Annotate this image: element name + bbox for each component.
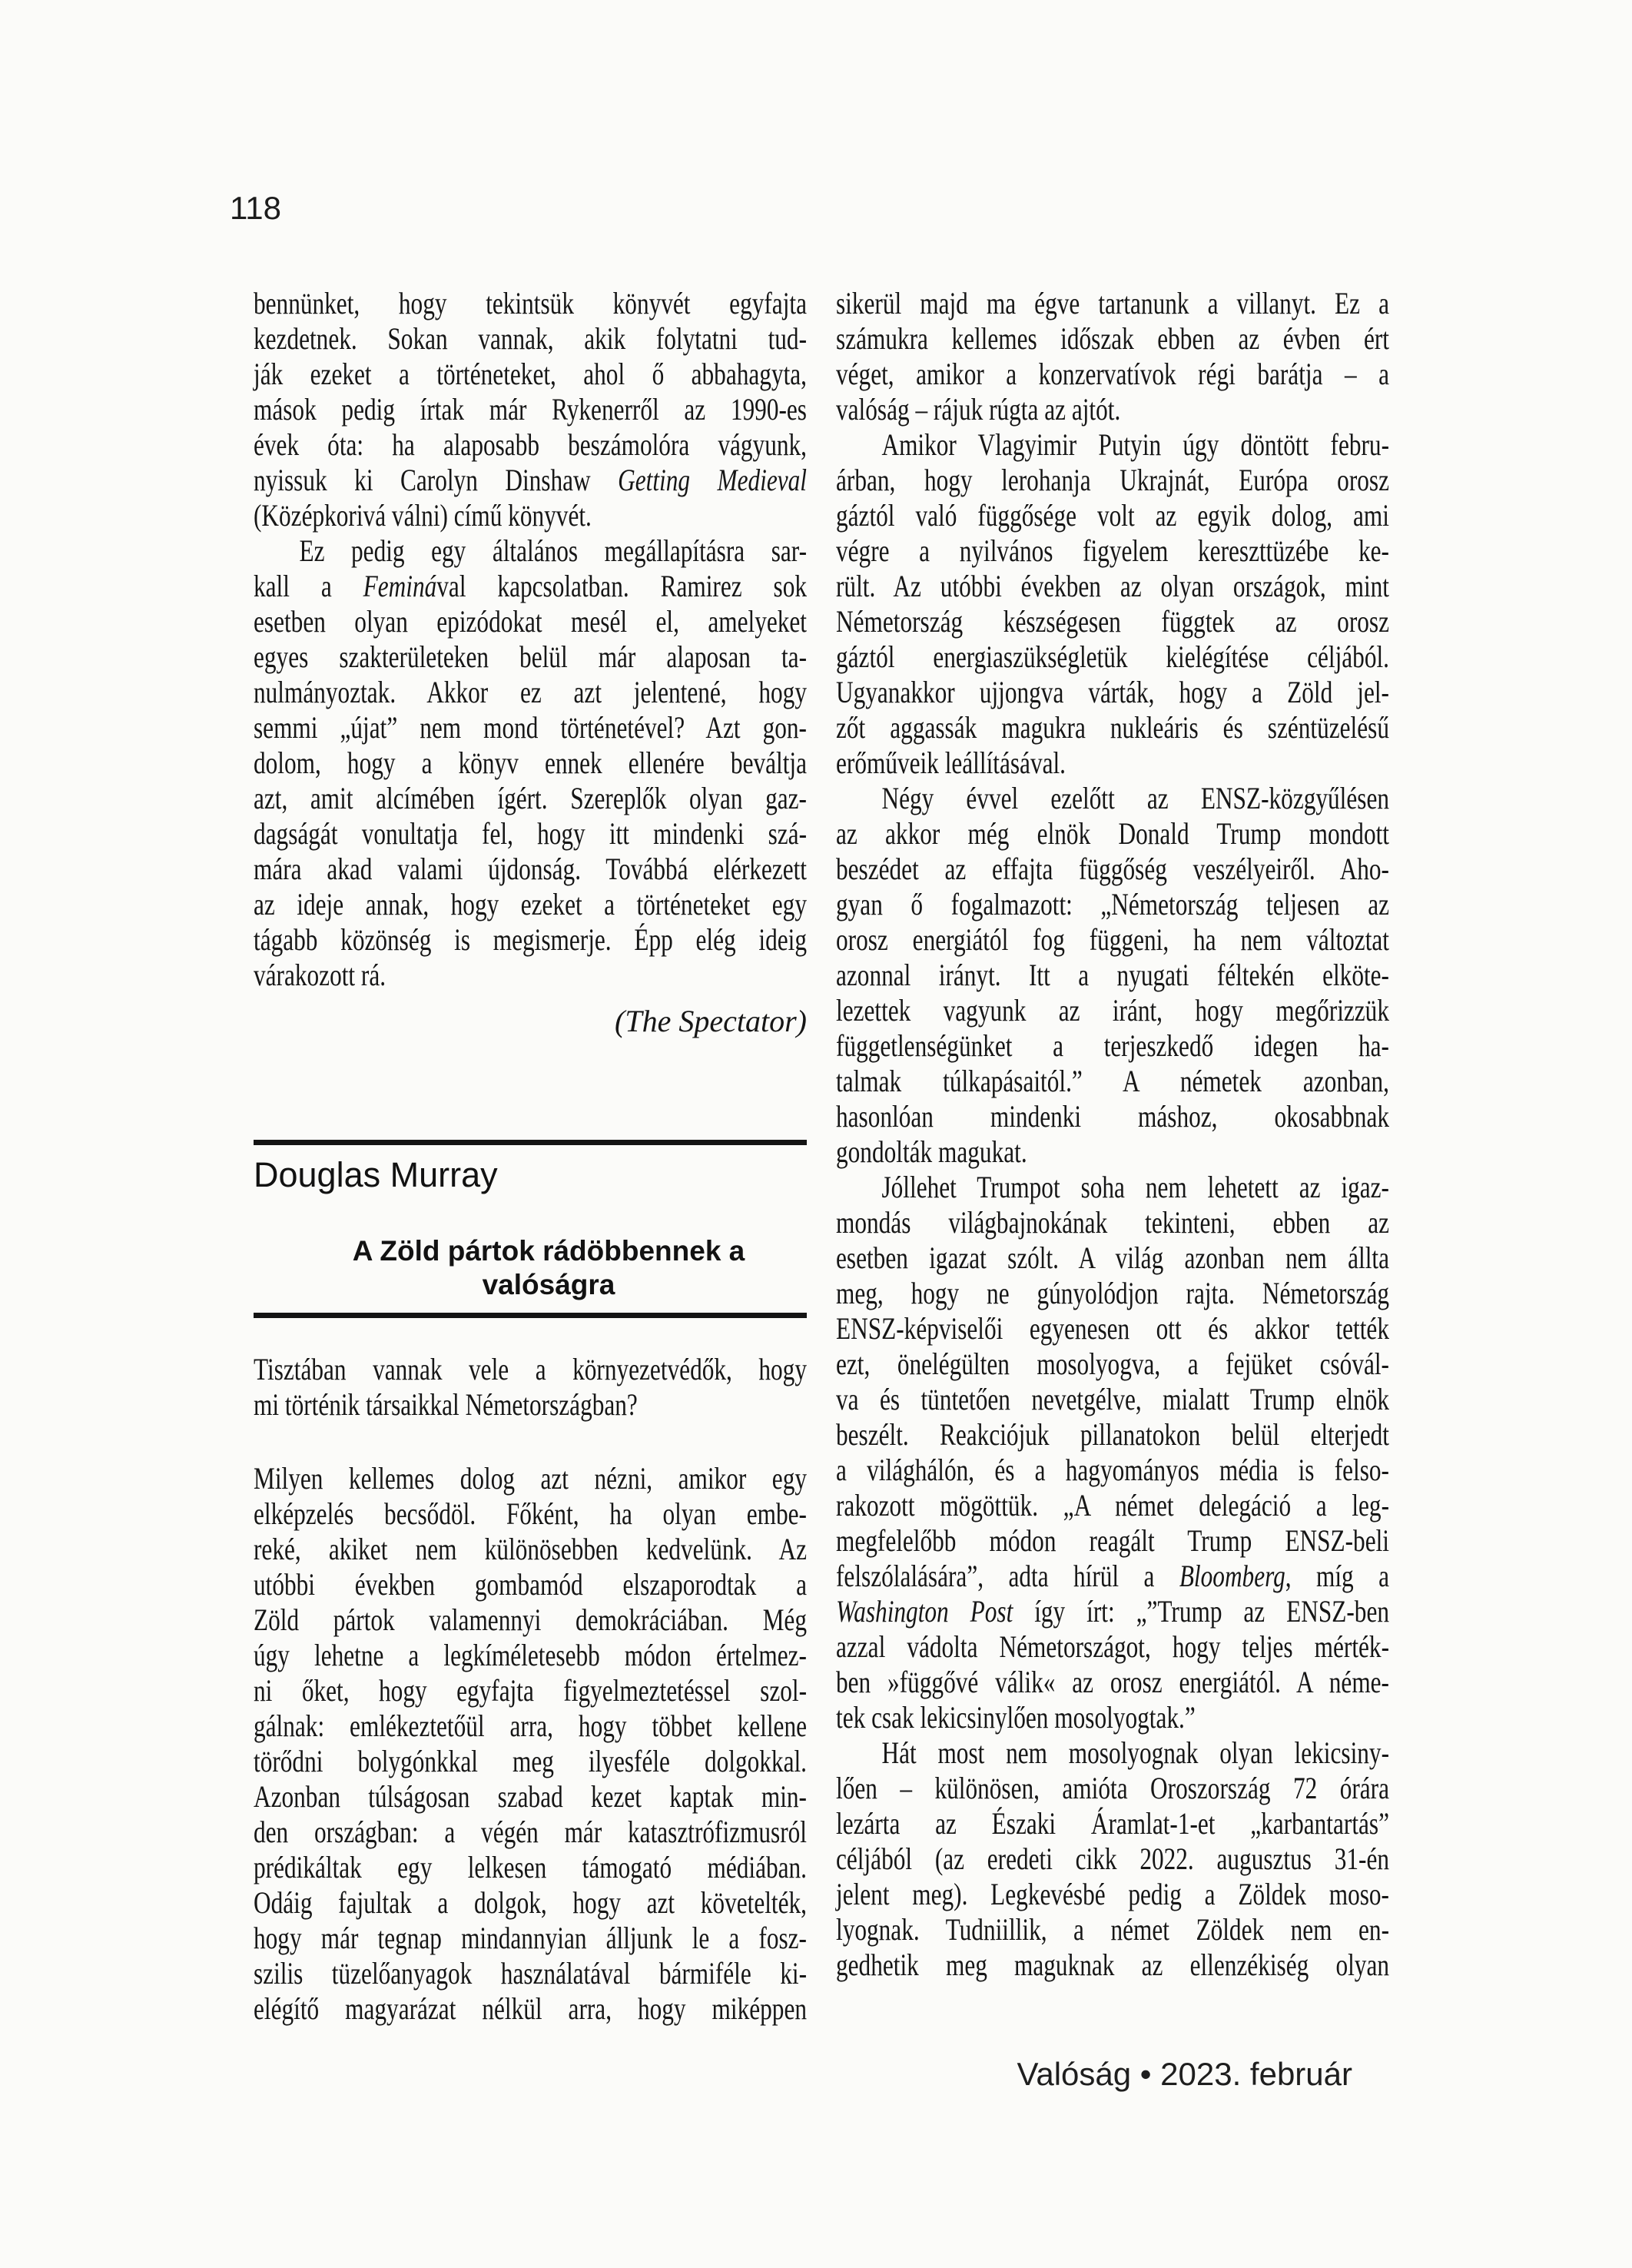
text-line: ják ezeket a történeteket, ahol ő abbahagyta,	[254, 357, 807, 391]
paragraph	[836, 1170, 1389, 1735]
text-line: orosz energiától fog függeni, ha nem változtat	[836, 922, 1389, 957]
text-line: erőműveik leállításával.	[836, 745, 1066, 780]
paragraph	[836, 286, 1389, 427]
text-line: tágabb közönség is megismerje. Épp elég ideig	[254, 922, 807, 957]
horizontal-rule	[254, 1140, 807, 1145]
text-line: nulmányoztak. Akkor ez azt jelentené, hogy	[254, 675, 807, 709]
text-line: esetben olyan epizódokat mesél el, amelyeket	[254, 604, 807, 639]
text-line: prédikáltak egy lelkesen támogató médiában.	[254, 1850, 807, 1885]
text-line: évek óta: ha alaposabb beszámolóra vágyunk,	[254, 427, 807, 462]
text-line: mondás világbajnokának tekinteni, ebben az	[836, 1205, 1389, 1240]
text-line: Jóllehet Trumpot soha nem lehetett az igaz-	[881, 1170, 1389, 1204]
text-line: céljából (az eredeti cikk 2022. augusztus 31-én	[836, 1841, 1389, 1876]
text-line: hogy már tegnap mindannyian álljunk le a fosz-	[254, 1921, 807, 1956]
paragraph	[254, 1352, 807, 1423]
text-line: rakozott mögöttük. „A német delegáció a leg-	[836, 1488, 1389, 1523]
text-line: tek csak lekicsinylően mosolyogtak.”	[836, 1700, 1196, 1735]
text-line: ENSZ-képviselői egyenesen ott és akkor tették	[836, 1311, 1389, 1346]
text-line: Amikor Vlagyimir Putyin úgy döntött febru-	[881, 427, 1389, 462]
text-line: reké, akiket nem különösebben kedvelünk. Az	[254, 1532, 807, 1567]
text-line: lezettek vagyunk az iránt, hogy megőrizzük	[836, 993, 1389, 1028]
text-line: Tisztában vannak vele a környezetvédők, hogy	[254, 1352, 807, 1387]
text-line: jelent meg). Legkevésbé pedig a Zöldek moso-	[836, 1877, 1389, 1911]
paragraph	[254, 286, 807, 533]
text-line: Washington Post így írt: „”Trump az ENSZ-ben	[836, 1594, 1389, 1629]
text-line: az akkor még elnök Donald Trump mondott	[836, 816, 1389, 851]
text-line: rült. Az utóbbi években az olyan országok, mint	[836, 569, 1389, 603]
text-line: azonnal irányt. Itt a nyugati féltekén elköte-	[836, 958, 1389, 992]
text-line: gáztól való függősége volt az egyik dolog, ami	[836, 498, 1389, 533]
text-line: Ez pedig egy általános megállapításra sar-	[299, 533, 807, 568]
text-columns	[254, 286, 1390, 2027]
text-line: azzal vádolta Németországot, hogy teljes mérték-	[836, 1629, 1389, 1664]
text-line: nyissuk ki Carolyn Dinshaw Getting Medieval	[254, 463, 808, 497]
text-line: ni őket, hogy egyfajta figyelmeztetéssel szol-	[254, 1673, 807, 1708]
page-number: 118	[230, 190, 281, 226]
text-line: Milyen kellemes dolog azt nézni, amikor egy	[254, 1461, 807, 1496]
article-author: Douglas Murray	[254, 1155, 498, 1194]
text-line: va és tüntetően nevetgélve, mialatt Trump elnök	[836, 1382, 1389, 1416]
text-line: véget, amikor a konzervatívok régi barátja – a	[836, 357, 1389, 391]
text-line: mi történik társaikkal Németországban?	[254, 1387, 638, 1423]
text-line: elégítő magyarázat nélkül arra, hogy miképpen	[254, 1991, 807, 2027]
text-line: lően – különösen, amióta Oroszország 72 órára	[836, 1771, 1389, 1805]
text-line: árban, hogy lerohanja Ukrajnát, Európa orosz	[836, 463, 1389, 497]
text-line: semmi „újat” nem mond történetével? Azt gon-	[254, 710, 807, 745]
text-line: kall a Feminával kapcsolatban. Ramirez sok	[254, 569, 808, 603]
text-line: beszédet az effajta függőség veszélyeiről. Aho-	[836, 852, 1389, 886]
text-line: bennünket, hogy tekintsük könyvét egyfajta	[254, 286, 807, 320]
paragraph	[254, 533, 807, 993]
text-line: talmak túlkapásaitól.” A németek azonban,	[836, 1064, 1389, 1098]
text-line: Négy évvel ezelőtt az ENSZ-közgyűlésen	[881, 781, 1389, 815]
text-line: meg, hogy ne gúnyolódjon rajta. Németország	[836, 1276, 1389, 1310]
text-line: gáztól energiaszükségletük kielégítése céljából.	[836, 639, 1389, 674]
text-line: várakozott rá.	[254, 958, 386, 992]
paragraph	[254, 1461, 807, 2027]
paragraph	[836, 781, 1389, 1170]
text-line: gyan ő fogalmazott: „Németország teljesen az	[836, 887, 1389, 921]
text-line: dagságát vonultatja fel, hogy itt mindenki szá-	[254, 816, 807, 851]
text-line: utóbbi években gombamód elszaporodtak a	[254, 1567, 807, 1602]
horizontal-rule	[254, 1313, 807, 1318]
text-line: lyognak. Tudniillik, a német Zöldek nem en-	[836, 1912, 1389, 1947]
text-line: beszélt. Reakciójuk pillanatokon belül elterjedt	[836, 1417, 1389, 1452]
text-line: ben »függővé válik« az orosz energiától. A néme-	[836, 1665, 1389, 1699]
text-line: gondolták magukat.	[836, 1134, 1027, 1169]
text-line: dolom, hogy a könyv ennek ellenére beváltja	[254, 745, 807, 780]
journal-footer: Valóság • 2023. február	[1017, 2056, 1352, 2092]
left-column	[254, 286, 807, 2027]
text-line: lezárta az Északi Áramlat-1-et „karbantartás”	[836, 1806, 1389, 1841]
paragraph	[836, 427, 1389, 781]
text-line: elképzelés becsődöl. Főként, ha olyan embe-	[254, 1496, 807, 1532]
text-line: esetben igazat szólt. A világ azonban nem állta	[836, 1240, 1389, 1275]
text-line: den országban: a végén már katasztrófizmusról	[254, 1815, 807, 1850]
text-line: gedhetik meg maguknak az ellenzékiség olyan	[836, 1948, 1389, 1982]
text-line: Hát most nem mosolyognak olyan lekicsiny-	[881, 1735, 1389, 1770]
article-source: (The Spectator)	[615, 1004, 807, 1038]
text-line: szilis tüzelőanyagok használatával bármiféle ki-	[254, 1956, 807, 1991]
text-line: hasonlóan mindenki máshoz, okosabbnak	[836, 1099, 1389, 1134]
text-line: végre a nyilvános figyelem kereszttüzébe ke-	[836, 533, 1389, 568]
text-line: úgy lehetne a legkíméletesebb módon értelmez-	[254, 1638, 807, 1673]
text-line: a világhálón, és a hagyományos média is felso-	[836, 1453, 1389, 1487]
text-line: Odáig fajultak a dolgok, hogy azt követelték,	[254, 1885, 807, 1921]
text-line: megfelelőbb módon reagált Trump ENSZ-beli	[836, 1523, 1389, 1558]
text-line: ezt, önelégülten mosolyogva, a fejüket csóvál-	[836, 1347, 1389, 1381]
text-line: Zöld pártok valamennyi demokráciában. Még	[254, 1602, 807, 1638]
text-line: Ugyanakkor ujjongva várták, hogy a Zöld jel-	[836, 675, 1389, 709]
text-line: egyes szakterületeken belül már alaposan ta-	[254, 639, 807, 674]
text-line: valóság – rájuk rúgta az ajtót.	[836, 392, 1121, 427]
text-line: (Középkorivá válni) című könyvét.	[254, 498, 592, 533]
text-line: számukra kellemes időszak ebben az évben ért	[836, 321, 1389, 356]
text-line: felszólalására”, adta hírül a Bloomberg, míg a	[836, 1559, 1390, 1593]
text-line: azt, amit alcímében ígért. Szereplők olyan gaz-	[254, 781, 807, 815]
text-line: az ideje annak, hogy ezeket a történeteket egy	[254, 887, 807, 921]
text-line: függetlenségünket a terjeszkedő idegen ha-	[836, 1028, 1389, 1063]
text-line: zőt aggassák magukra nukleáris és széntüzelésű	[836, 710, 1389, 745]
text-line: gálnak: emlékeztetőül arra, hogy többet kellene	[254, 1708, 807, 1744]
text-line: törődni bolygónkkal meg ilyesféle dolgokkal.	[254, 1744, 807, 1779]
text-line: mások pedig írtak már Rykenerről az 1990-es	[254, 392, 807, 427]
text-line: Azonban túlságosan szabad kezet kaptak min-	[254, 1779, 807, 1815]
text-line: kezdetnek. Sokan vannak, akik folytatni tud-	[254, 321, 807, 356]
paragraph	[836, 1735, 1389, 1983]
article-title: A Zöld pártok rádöbbennek a valóságra	[352, 1234, 745, 1300]
text-line: Németország készségesen függtek az orosz	[836, 604, 1389, 639]
text-line: mára akad valami újdonság. Továbbá elérkezett	[254, 852, 807, 886]
text-line: sikerül majd ma égve tartanunk a villanyt. Ez a	[836, 286, 1389, 320]
right-column	[836, 286, 1389, 1983]
